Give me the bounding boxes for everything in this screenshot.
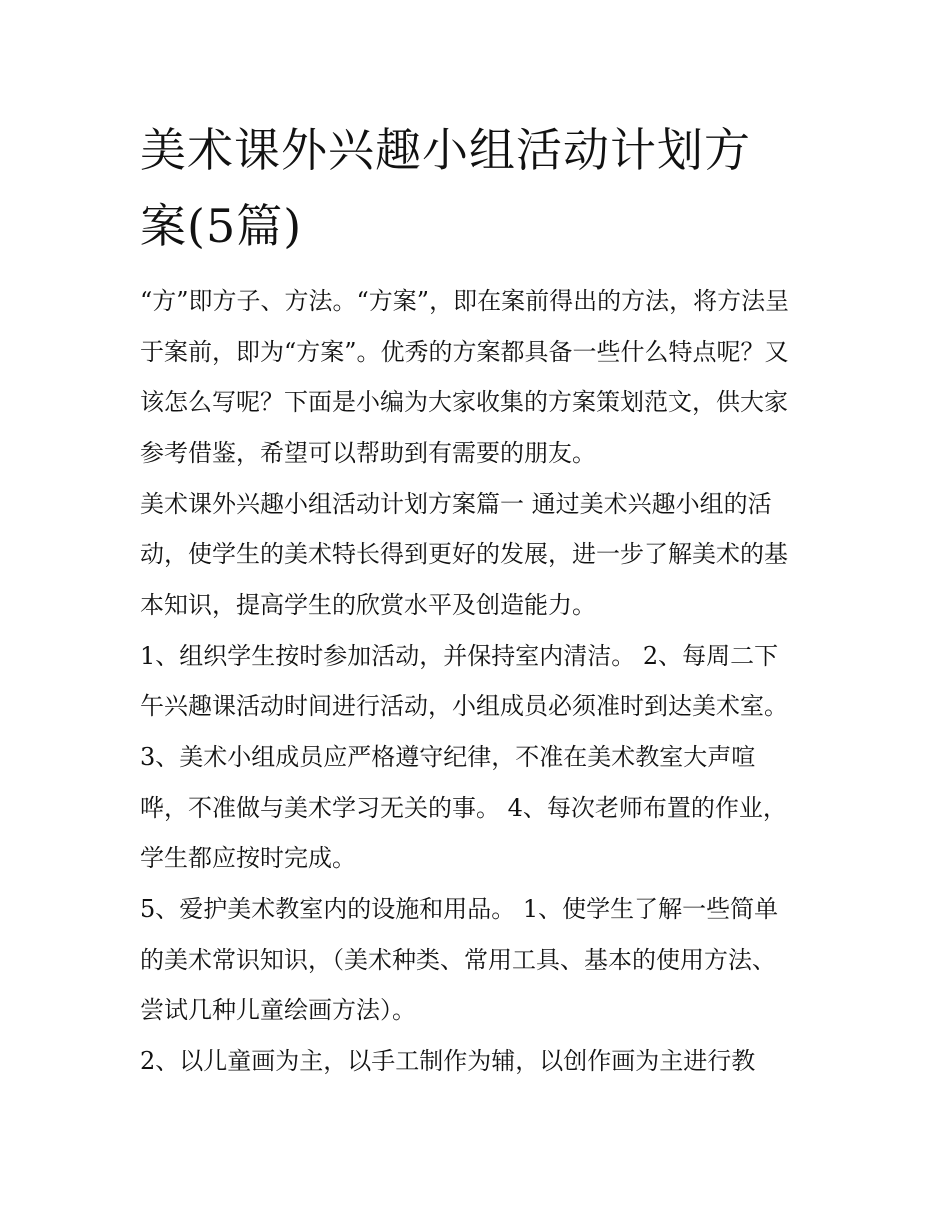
body-line: 本知识，提高学生的欣赏水平及创造能力。: [140, 591, 596, 619]
body-line: 2、以儿童画为主，以手工制作为辅，以创作画为主进行教: [140, 1047, 756, 1075]
body-line: 哗，不准做与美术学习无关的事。 4、每次老师布置的作业，: [140, 794, 787, 822]
body-line: 动，使学生的美术特长得到更好的发展，进一步了解美术的基: [140, 540, 788, 568]
body-line: “方”即方子、方法。“方案”，即在案前得出的方法，将方法呈: [140, 287, 790, 315]
body-line: 3、美术小组成员应严格遵守纪律，不准在美术教室大声喧: [140, 743, 756, 771]
body-line: 该怎么写呢？下面是小编为大家收集的方案策划范文，供大家: [140, 388, 788, 416]
body-line: 于案前，即为“方案”。优秀的方案都具备一些什么特点呢？又: [140, 338, 789, 366]
body-line: 学生都应按时完成。: [140, 844, 356, 872]
body-line: 1、组织学生按时参加活动，并保持室内清洁。 2、每周二下: [140, 642, 779, 670]
body-line: 参考借鉴，希望可以帮助到有需要的朋友。: [140, 439, 596, 467]
body-line: 午兴趣课活动时间进行活动，小组成员必须准时到达美术室。: [140, 692, 788, 720]
body-line: 的美术常识知识，（美术种类、常用工具、基本的使用方法、: [140, 946, 776, 974]
body-line: 5、爱护美术教室内的设施和用品。 1、使学生了解一些简单: [140, 895, 779, 923]
title-line: 案(5篇): [140, 199, 303, 253]
body-line: 尝试几种儿童绘画方法）。: [140, 996, 416, 1024]
body-line: 美术课外兴趣小组活动计划方案篇一 通过美术兴趣小组的活: [140, 490, 772, 518]
document-title: [140, 112, 830, 264]
title-line: 美术课外兴趣小组活动计划方: [140, 123, 751, 177]
